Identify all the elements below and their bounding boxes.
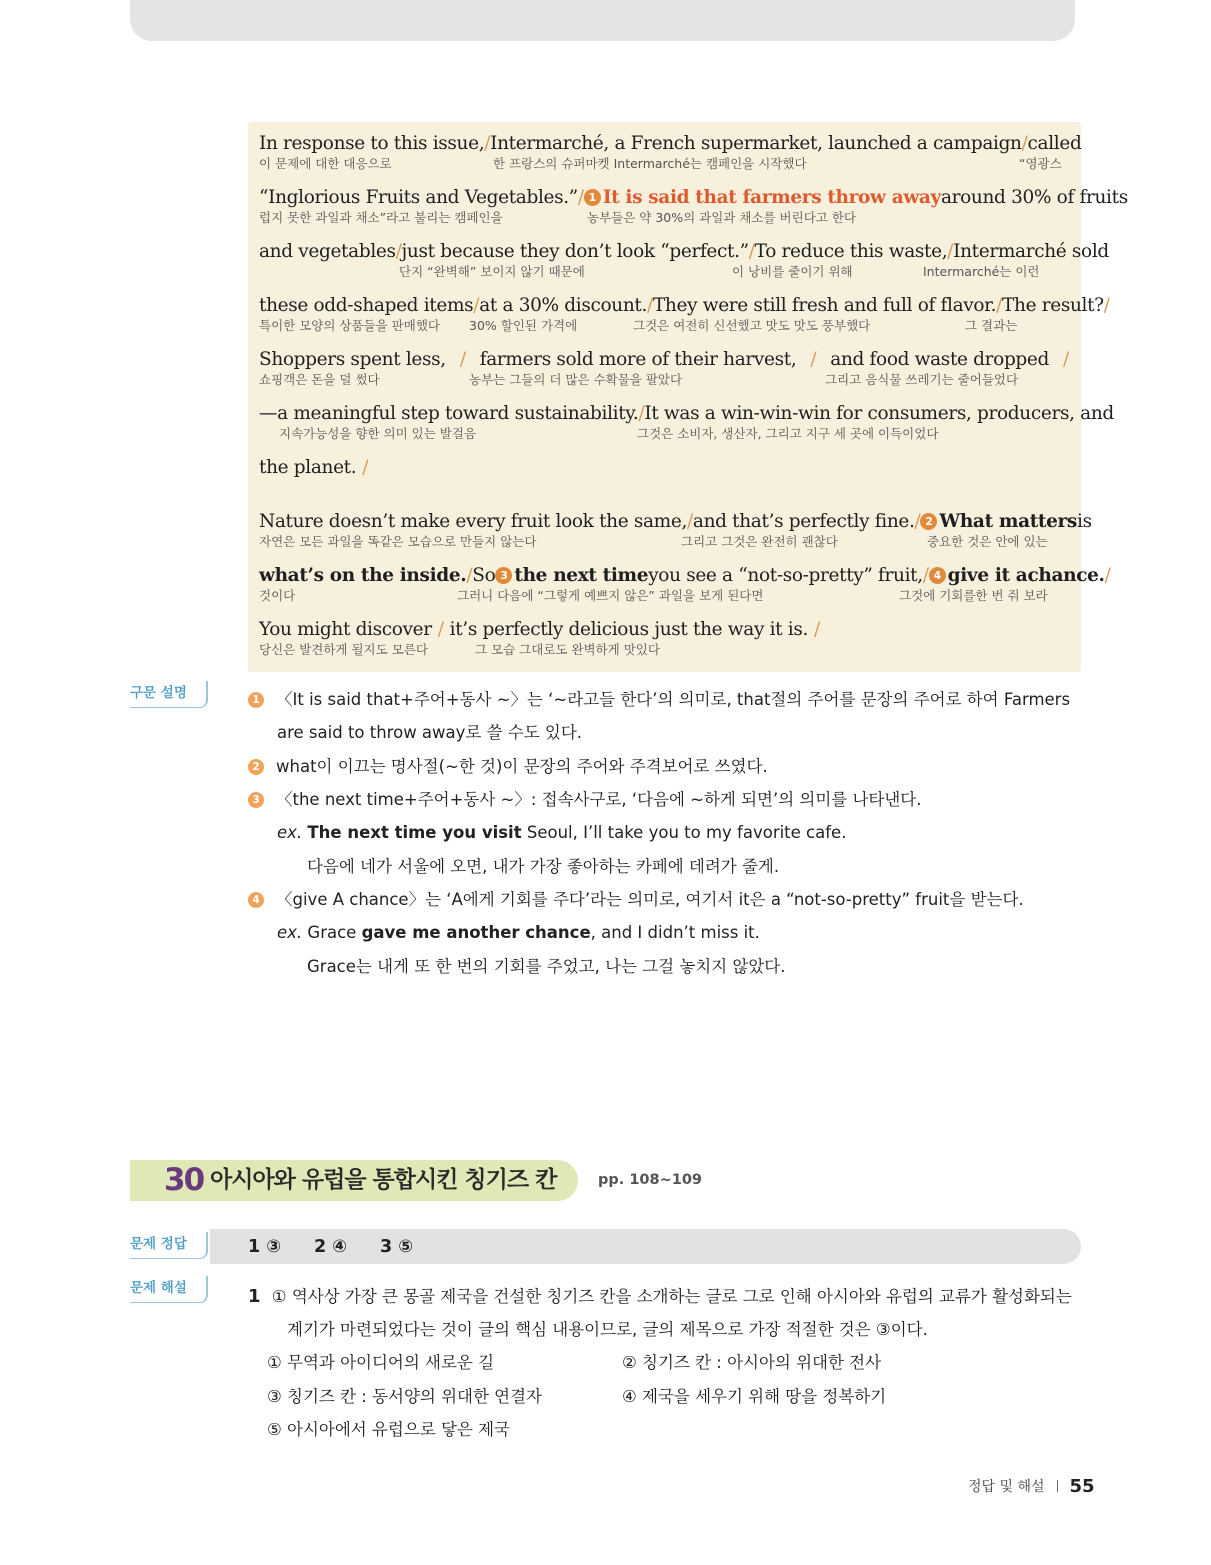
translation: 그 결과는 [965, 318, 1018, 333]
translation: 그러니 다음에 “그렇게 예쁘지 않은” 과일을 보게 된다면 [457, 588, 764, 603]
number-circle-4: 4 [248, 892, 264, 908]
chunk: just because they don’t look “perfect.” [401, 241, 749, 262]
example-bold: gave me another chance [361, 923, 591, 942]
solution-line-2: 계기가 마련되었다는 것이 글의 핵심 내용이므로, 글의 제목으로 가장 적절한 것은 ③이다. [287, 1320, 928, 1339]
answer-3: 3 ⑤ [380, 1237, 414, 1257]
translation: Intermarché는 이런 [923, 264, 1040, 279]
chunk: In response to this issue, [259, 133, 485, 154]
slash: / [914, 511, 921, 532]
page-reference: pp. 108~109 [598, 1172, 702, 1188]
translation: 지속가능성을 향한 의미 있는 발걸음 [279, 426, 477, 441]
passage-line-9 [259, 564, 1111, 604]
chunk: called [1027, 133, 1082, 154]
grammar-point-1 [248, 687, 1088, 713]
slash: / [947, 241, 954, 262]
example-3 [248, 820, 1117, 846]
example-text: Grace [307, 923, 357, 942]
grammar-label: 구문 설명 [130, 681, 208, 708]
explanation-text: 〈the next time+주어+동사 ~〉: 접속사구로, ‘다음에 ~하게 되면’의 의미를 나타낸다. [276, 790, 922, 809]
chunk: and food waste dropped [830, 349, 1050, 370]
bold-chunk: give it achance. [947, 565, 1105, 586]
slash: / [687, 511, 693, 532]
chunk: To reduce this waste, [754, 241, 948, 262]
solution-label: 문제 해설 [130, 1276, 208, 1303]
slash: / [395, 241, 402, 262]
number-circle-1: 1 [584, 189, 601, 206]
grammar-point-4 [248, 887, 1088, 913]
question-number: 1 [248, 1286, 261, 1307]
page-footer [968, 1476, 1095, 1497]
chunk: farmers sold more of their harvest, [479, 349, 797, 370]
translation: 그 모습 그대로도 완벽하게 맛있다 [475, 642, 660, 657]
page-number: 55 [1069, 1476, 1095, 1497]
translation: 그것에 기회를한 번 줘 보라 [899, 588, 1048, 603]
answers-label: 문제 정답 [130, 1232, 208, 1259]
translation: 농부는 그들의 더 많은 수확물을 팔았다 [469, 372, 683, 387]
translation: 것이다 [259, 588, 296, 603]
option-3: ③ 칭기즈 칸 : 동서양의 위대한 연결자 [267, 1387, 542, 1406]
number-circle-3: 3 [248, 792, 264, 808]
explanation-text: what이 이끄는 명사절(~한 것)이 문장의 주어와 주격보어로 쓰였다. [276, 757, 768, 776]
answers-bar [210, 1229, 1081, 1264]
slash: / [473, 295, 480, 316]
slash: / [466, 565, 473, 586]
slash: / [484, 133, 491, 154]
slash: / [748, 241, 755, 262]
bold-chunk: the next time [514, 565, 649, 586]
explanation-text: 〈give A chance〉는 ‘A에게 기회를 주다’라는 의미로, 여기서 it은 a “not-so-pretty” fruit을 받는다. [276, 890, 1024, 909]
footer-label: 정답 및 해설 [968, 1479, 1045, 1495]
bold-chunk: What matters [939, 511, 1077, 532]
example-4-translation: Grace는 내게 또 한 번의 기회를 주었고, 나는 그걸 놓치지 않았다. [307, 957, 786, 976]
chunk: and that’s perfectly fine. [692, 511, 915, 532]
slash: / [1021, 133, 1028, 154]
chunk: at a 30% discount. [479, 295, 648, 316]
grammar-point-2 [248, 754, 1088, 780]
example-3-translation: 다음에 네가 서울에 오면, 내가 가장 좋아하는 카페에 데려가 줄게. [307, 857, 780, 876]
chunk: is [1077, 511, 1092, 532]
chunk: Shoppers spent less, [259, 349, 446, 370]
passage-line-5 [259, 348, 1069, 388]
passage-line-8 [259, 510, 1092, 550]
translation: 자연은 모든 과일을 똑같은 모습으로 만들지 않는다 [259, 534, 537, 549]
slash: / [810, 349, 817, 370]
option-5: ⑤ 아시아에서 유럽으로 닿은 제국 [267, 1420, 510, 1439]
slash: / [459, 349, 466, 370]
grammar-point-3 [248, 787, 1088, 813]
answer-1: 1 ③ [248, 1237, 282, 1257]
number-circle-4: 4 [929, 567, 946, 584]
translation: 한 프랑스의 슈퍼마켓 Intermarché는 캠페인을 시작했다 [493, 156, 807, 171]
passage-line-7 [259, 456, 1069, 480]
slash: / [647, 295, 653, 316]
footer-divider [1057, 1480, 1058, 1492]
chunk: “Inglorious Fruits and Vegetables.” [259, 187, 578, 208]
chunk: The result? [1002, 295, 1104, 316]
option-4: ④ 제국을 세우기 위해 땅을 정복하기 [622, 1387, 887, 1406]
chunk: Intermarché sold [953, 241, 1109, 262]
chunk: So [472, 565, 496, 586]
top-header-bar [130, 0, 1075, 41]
example-text: , and I didn’t miss it. [590, 923, 760, 942]
translation: 중요한 것은 안에 있는 [927, 534, 1048, 549]
grammar-point-1-cont: are said to throw away로 쓸 수도 있다. [277, 723, 583, 742]
translation: 쇼핑객은 돈을 덜 썼다 [259, 372, 380, 387]
chunk: It was a win-win-win for consumers, producers, and [644, 403, 1114, 424]
chunk: around 30% of fruits [940, 187, 1128, 208]
chunk: They were still fresh and full of flavor. [652, 295, 997, 316]
passage-line-2 [259, 186, 1128, 226]
section-title: 아시아와 유럽을 통합시킨 칭기즈 칸 [210, 1167, 557, 1193]
translation: 단지 “완벽해” 보이지 않기 때문에 [399, 264, 585, 279]
slash: / [638, 403, 645, 424]
translation: 당신은 발견하게 될지도 모른다 [259, 642, 428, 657]
section-title-bar [130, 1160, 578, 1201]
highlight-chunk: It is said that farmers throw away [602, 187, 941, 208]
passage-line-4 [259, 294, 1110, 334]
slash: / [1103, 295, 1110, 316]
example-4 [248, 920, 1117, 946]
chunk: the planet. [259, 457, 357, 478]
number-circle-2: 2 [248, 759, 264, 775]
translation: 그리고 그것은 완전히 괜찮다 [681, 534, 838, 549]
translation: 특이한 모양의 상품들을 판매했다 [259, 318, 440, 333]
passage-line-10 [259, 618, 1069, 658]
translation: 그리고 음식물 쓰레기는 줄어들었다 [825, 372, 1019, 387]
translation: 럽지 못한 과일과 채소”라고 불리는 캠페인을 [259, 210, 503, 225]
chunk: Intermarché, a French supermarket, launched a campaign [490, 133, 1022, 154]
slash: / [437, 619, 444, 640]
translation: 이 문제에 대한 대응으로 [259, 156, 392, 171]
slash: / [577, 187, 584, 208]
example-bold: The next time you visit [307, 823, 522, 842]
passage-line-3 [259, 240, 1109, 280]
slash: / [814, 619, 820, 640]
number-circle-2: 2 [920, 513, 937, 530]
slash: / [1104, 565, 1111, 586]
slash: / [1063, 349, 1069, 370]
reading-passage-box [248, 122, 1128, 672]
passage-line-6 [259, 402, 1114, 442]
explanation-text: 〈It is said that+주어+동사 ~〉는 ‘~라고들 한다’의 의미로, that절의 주어를 문장의 주어로 하여 Farmers [276, 690, 1071, 709]
translation: 30% 할인된 가격에 [469, 318, 578, 333]
option-2: ② 칭기즈 칸 : 아시아의 위대한 전사 [622, 1353, 882, 1372]
chunk: it’s perfectly delicious just the way it is. [449, 619, 809, 640]
chunk: Nature doesn’t make every fruit look the same, [259, 511, 687, 532]
passage-line-1 [259, 132, 1082, 172]
translation: 이 낭비를 줄이기 위해 [732, 264, 853, 279]
chunk: you see a “not-so-pretty” fruit, [648, 565, 923, 586]
section-number: 30 [164, 1162, 204, 1198]
slash: / [362, 457, 369, 478]
translation: “영광스 [1019, 156, 1062, 171]
slash: / [996, 295, 1003, 316]
translation: 그것은 소비자, 생산자, 그리고 지구 세 곳에 이득이었다 [637, 426, 939, 441]
translation: 그것은 여전히 신선했고 맛도 맛도 풍부했다 [633, 318, 871, 333]
ex-prefix: ex. [277, 923, 303, 942]
chunk: —a meaningful step toward sustainability. [259, 403, 639, 424]
ex-prefix: ex. [277, 823, 303, 842]
number-circle-3: 3 [495, 567, 512, 584]
number-circle-1: 1 [248, 692, 264, 708]
answer-2: 2 ④ [314, 1237, 348, 1257]
solution-text: ① 역사상 가장 큰 몽골 제국을 건설한 칭기즈 칸을 소개하는 글로 그로 인해 아시아와 유럽의 교류가 활성화되는 [271, 1287, 1072, 1306]
chunk: and vegetables [259, 241, 396, 262]
solution-line-1 [248, 1284, 1098, 1310]
slash: / [922, 565, 929, 586]
chunk: You might discover [259, 619, 432, 640]
example-text: Seoul, I’ll take you to my favorite cafe. [526, 823, 847, 842]
option-1: ① 무역과 아이디어의 새로운 길 [267, 1353, 495, 1372]
bold-chunk: what’s on the inside. [259, 565, 467, 586]
chunk: these odd-shaped items [259, 295, 474, 316]
translation: 농부들은 약 30%의 과일과 채소를 버린다고 한다 [587, 210, 856, 225]
